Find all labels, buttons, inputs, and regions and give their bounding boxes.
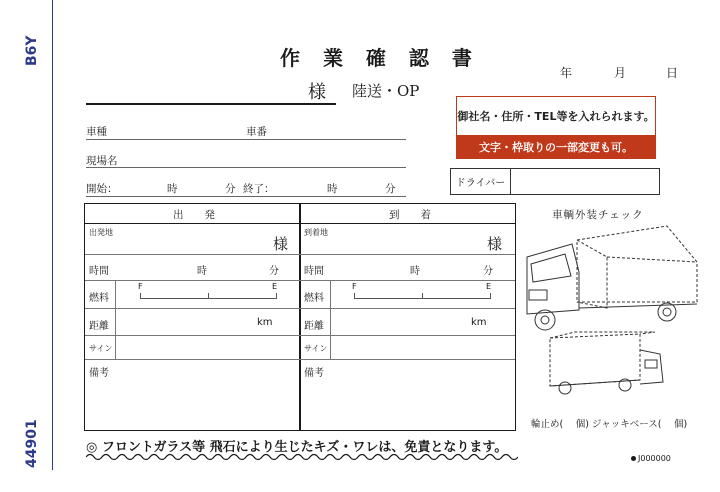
departure-notes-label: 備考 (89, 368, 109, 379)
departure-km-label: km (257, 317, 273, 328)
departure-time-label: 時間 (89, 266, 109, 277)
wavy-divider (86, 452, 518, 462)
arrival-time-label: 時間 (304, 266, 324, 277)
arrival-fuel-label: 燃料 (304, 293, 324, 304)
notice-line-1: 御社名・住所・TEL等を入れられます。 (457, 110, 655, 123)
arrival-place-label: 到着地 (304, 228, 328, 237)
departure-fuel-e: E (272, 282, 278, 291)
transport-type: 陸送・OP (352, 82, 420, 100)
departure-hour-label: 時 (197, 266, 207, 277)
departure-label-divider (115, 280, 116, 359)
form-code-top: B6Y (24, 35, 40, 66)
arrival-sign-label: サイン (304, 344, 328, 353)
departure-fuel-label: 燃料 (89, 293, 109, 304)
notice-line-2: 文字・枠取りの一部変更も可。 (457, 135, 655, 159)
date-day-label: 日 (666, 66, 679, 80)
header-row-line (85, 223, 515, 224)
truck-front-view-icon (517, 222, 707, 334)
disclaimer-note: ◎ フロントガラス等 飛石により生じたキズ・ワレは、免責となります。 (86, 440, 508, 455)
end-hour-label: 時 (327, 183, 338, 195)
place-row-line (85, 254, 515, 255)
arrival-fuel-f: F (352, 282, 357, 291)
form-id-dot (631, 456, 636, 461)
arrival-km-label: km (471, 317, 487, 328)
arrival-fuel-tick-e (490, 293, 491, 299)
arrival-sama: 様 (487, 235, 503, 253)
arrival-distance-label: 距離 (304, 321, 324, 332)
distance-row-line (85, 335, 515, 336)
customer-name-line[interactable] (86, 103, 336, 105)
wheel-stop-jack-line (531, 416, 687, 430)
departure-sign-label: サイン (89, 344, 113, 353)
date-month-label: 月 (614, 66, 627, 80)
document-title: 作 業 確 認 書 (280, 46, 480, 70)
departure-fuel-tick-half (208, 293, 209, 299)
custom-print-notice (456, 96, 656, 159)
time-row-line[interactable] (86, 196, 406, 197)
start-hour-label: 時 (167, 183, 178, 195)
table-center-divider (299, 204, 301, 430)
driver-field[interactable] (450, 168, 660, 195)
form-id: J000000 (638, 454, 671, 463)
time-row-line (85, 280, 515, 281)
departure-header: 出 発 (173, 209, 215, 221)
start-label: 開始： (86, 183, 118, 195)
arrival-minute-label: 分 (483, 266, 493, 277)
fuel-row-line (85, 308, 515, 309)
departure-distance-label: 距離 (89, 321, 109, 332)
date-year-label: 年 (560, 66, 573, 80)
arrival-notes-label: 備考 (304, 368, 324, 379)
departure-fuel-f: F (138, 282, 143, 291)
arrival-hour-label: 時 (410, 266, 420, 277)
departure-minute-label: 分 (269, 266, 279, 277)
margin-line (52, 0, 53, 470)
departure-fuel-tick-f (140, 293, 141, 299)
site-row-line[interactable] (86, 167, 406, 168)
end-minute-label: 分 (385, 183, 396, 195)
departure-sama: 様 (273, 235, 289, 253)
departure-place-label: 出発地 (89, 228, 113, 237)
wheel-stop-label: 輪止め( 個) (531, 419, 589, 430)
vehicle-type-label: 車種 (86, 126, 107, 138)
end-label: 終了： (243, 183, 275, 195)
arrival-fuel-e: E (486, 282, 492, 291)
form-code-bottom: 44901 (24, 419, 40, 468)
vehicle-row-line[interactable] (86, 139, 406, 140)
arrival-fuel-tick-half (422, 293, 423, 299)
jack-base-label: ジャッキベース( 個) (591, 419, 688, 430)
exterior-check-title: 車輌外装チェック (552, 209, 644, 221)
site-name-label: 現場名 (86, 155, 118, 167)
arrival-label-divider (330, 280, 331, 359)
vehicle-number-label: 車番 (246, 126, 267, 138)
arrival-header: 到 着 (389, 209, 431, 221)
sign-row-line (85, 359, 515, 360)
departure-arrival-table (84, 203, 516, 431)
customer-sama: 様 (308, 82, 326, 103)
driver-label: ドライバー (451, 169, 511, 194)
start-minute-label: 分 (225, 183, 236, 195)
departure-fuel-tick-e (276, 293, 277, 299)
arrival-fuel-tick-f (354, 293, 355, 299)
truck-rear-view-icon (545, 330, 675, 400)
